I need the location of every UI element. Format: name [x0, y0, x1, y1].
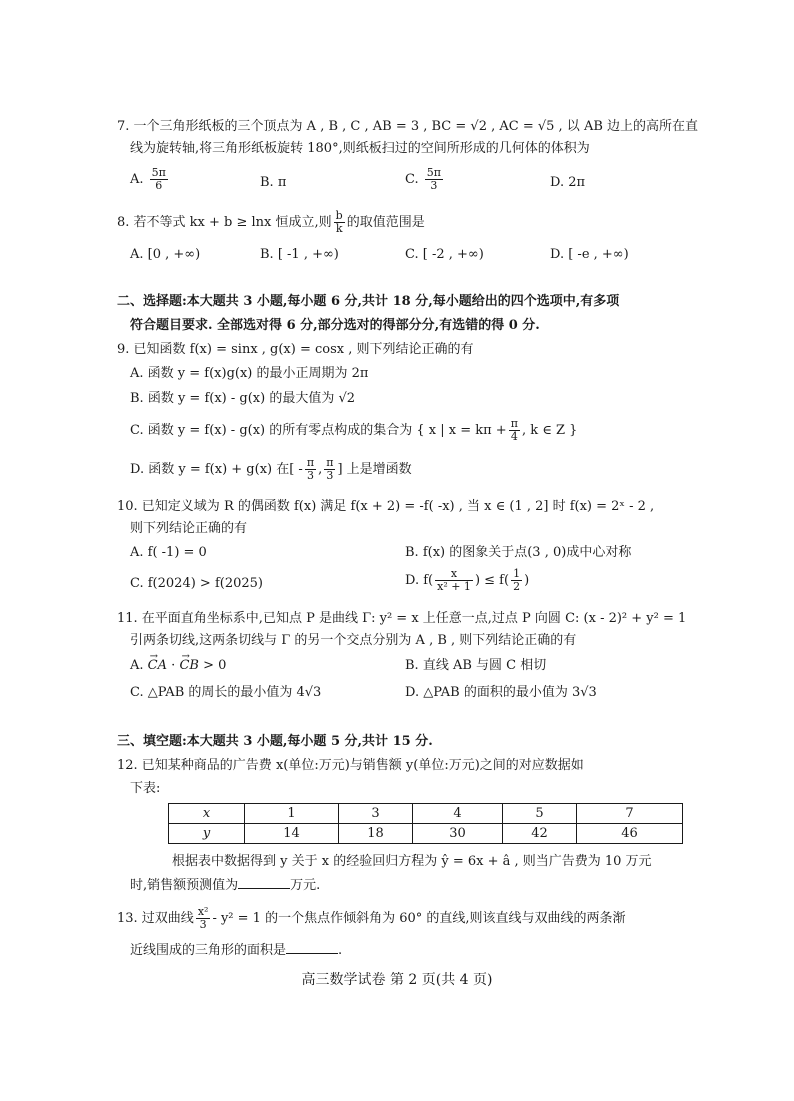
- q13-stem-post: - y² = 1 的一个焦点作倾斜角为 60° 的直线,则该直线与双曲线的两条渐: [212, 911, 626, 926]
- q13-fraction: [196, 906, 211, 931]
- q7-option-c-fraction: [425, 167, 443, 192]
- q9-option-d-num1: π: [306, 456, 315, 469]
- q9-option-d: [130, 457, 412, 482]
- q8-stem-post: 的取值范围是: [346, 215, 425, 230]
- table-cell: 14: [245, 824, 339, 844]
- q7-option-a: [130, 167, 170, 192]
- q13-stem-pre: 13. 过双曲线: [117, 911, 194, 926]
- table-row: [169, 804, 683, 824]
- table-cell: 46: [577, 824, 683, 844]
- q7-option-b: B. π: [260, 175, 287, 190]
- q8-option-b: B. [ -1 , +∞): [260, 247, 339, 262]
- q10-option-c: C. f(2024) > f(2025): [130, 576, 263, 591]
- q10-option-d-fraction1: [435, 568, 473, 593]
- q11-option-a-dot: ·: [171, 658, 176, 673]
- q9-option-d-mid: ,: [318, 462, 323, 477]
- q10-option-d: [405, 568, 529, 593]
- q9-option-d-num2: π: [326, 456, 334, 469]
- q10-option-d-mid: ) ≤ f(: [474, 573, 510, 588]
- section2-heading-line2: 符合题目要求. 全部选对得 6 分,部分选对的得部分分,有选错的得 0 分.: [130, 318, 540, 333]
- q11-option-d: D. △PAB 的面积的最小值为 3√3: [405, 685, 597, 700]
- q10-stem-line2: 则下列结论正确的有: [130, 521, 248, 536]
- q10-option-d-den2: 2: [513, 580, 521, 593]
- q8-option-c: C. [ -2 , +∞): [405, 247, 484, 262]
- q9-option-d-den1: 3: [306, 469, 314, 482]
- q11-option-a-pre: A.: [130, 658, 144, 673]
- q10-option-d-post: ): [524, 573, 530, 588]
- q8-option-a: A. [0 , +∞): [130, 247, 201, 262]
- q7-option-c: [405, 167, 445, 192]
- q9-option-c-pre: C. 函数 y = f(x) - g(x) 的所有零点构成的集合为 { x | x = kπ +: [130, 423, 507, 438]
- q12-data-table: [168, 803, 683, 844]
- q8-stem: [117, 210, 425, 235]
- q10-stem-line1: 10. 已知定义域为 R 的偶函数 f(x) 满足 f(x + 2) = -f( -x) , 当 x ∈ (1 , 2] 时 f(x) = 2ˣ - 2 ,: [117, 499, 655, 514]
- q7-stem-line2: 线为旋转轴,将三角形纸板旋转 180°,则纸板扫过的空间所形成的几何体的体积为: [130, 141, 590, 156]
- q9-option-d-den2: 3: [326, 469, 334, 482]
- q12-stem-line1: 12. 已知某种商品的广告费 x(单位:万元)与销售额 y(单位:万元)之间的对应数据如: [117, 758, 584, 773]
- q9-option-c-den: 4: [510, 430, 518, 443]
- q13-stem: [117, 906, 626, 931]
- q13-line2: [130, 941, 342, 960]
- table-cell: 4: [413, 804, 503, 824]
- q9-option-c-fraction: [509, 418, 520, 443]
- q9-option-d-post: ] 上是增函数: [337, 462, 412, 477]
- q11-option-a: [130, 657, 226, 675]
- q12-after-line1: 根据表中数据得到 y 关于 x 的经验回归方程为 ŷ = 6x + â , 则当广告费为 10 万元: [172, 854, 652, 869]
- q11-vector-cb: → CB: [179, 657, 199, 675]
- q11-vector-ca: → CA: [148, 657, 167, 675]
- q8-frac-den: k: [335, 222, 343, 235]
- q10-option-b: B. f(x) 的图象关于点(3 , 0)成中心对称: [405, 545, 632, 560]
- q9-option-c: [130, 418, 577, 443]
- q13-frac-num: x²: [197, 905, 209, 918]
- q9-option-c-post: , k ∈ Z }: [521, 423, 578, 438]
- q12-after-line2-post: 万元.: [290, 878, 321, 893]
- q10-option-d-pre: D. f(: [405, 573, 434, 588]
- q10-option-a: A. f( -1) = 0: [130, 545, 207, 560]
- table-cell: 5: [503, 804, 577, 824]
- q11-option-b: B. 直线 AB 与圆 C 相切: [405, 658, 547, 673]
- q7-option-c-den: 3: [430, 179, 438, 192]
- q7-option-a-num: 5π: [151, 166, 166, 179]
- q7-option-a-fraction: [150, 167, 168, 192]
- table-cell: 42: [503, 824, 577, 844]
- q9-option-c-num: π: [510, 417, 518, 430]
- table-cell: 7: [577, 804, 683, 824]
- table-cell: 30: [413, 824, 503, 844]
- q11-stem-line2: 引两条切线,这两条切线与 Γ 的另一个交点分别为 A , B , 则下列结论正确的有: [130, 633, 577, 648]
- q12-answer-blank[interactable]: [238, 876, 290, 889]
- q8-fraction: [334, 210, 345, 235]
- q9-option-a: A. 函数 y = f(x)g(x) 的最小正周期为 2π: [130, 366, 369, 381]
- q11-option-c: C. △PAB 的周长的最小值为 4√3: [130, 685, 322, 700]
- q10-option-d-num1: x: [435, 568, 473, 581]
- q13-frac-den: 3: [199, 918, 207, 931]
- q9-option-d-pre: D. 函数 y = f(x) + g(x) 在[ -: [130, 462, 303, 477]
- q8-option-d: D. [ -e , +∞): [550, 247, 629, 262]
- q7-option-a-label: A.: [130, 172, 144, 187]
- q13-line2-post: .: [338, 943, 343, 958]
- q7-option-d: D. 2π: [550, 175, 586, 190]
- q9-stem: 9. 已知函数 f(x) = sinx , g(x) = cosx , 则下列结论正确的有: [117, 342, 474, 357]
- q12-stem-line2: 下表:: [130, 781, 161, 796]
- q8-stem-pre: 8. 若不等式 kx + b ≥ lnx 恒成立,则: [117, 215, 332, 230]
- q12-after-line2-pre: 时,销售额预测值为: [130, 878, 239, 893]
- q13-answer-blank[interactable]: [286, 941, 338, 954]
- table-cell: 1: [245, 804, 339, 824]
- section3-heading: 三、填空题:本大题共 3 小题,每小题 5 分,共计 15 分.: [117, 734, 433, 749]
- q13-line2-pre: 近线围成的三角形的面积是: [130, 943, 287, 958]
- q7-option-c-label: C.: [405, 172, 419, 187]
- section2-heading-line1: 二、选择题:本大题共 3 小题,每小题 6 分,共计 18 分,每小题给出的四个选项中,有多项: [117, 294, 620, 309]
- table-header-x: x: [169, 804, 245, 824]
- q11-option-a-post: > 0: [203, 658, 227, 673]
- q7-option-a-den: 6: [155, 179, 163, 192]
- q10-option-d-num2: 1: [513, 567, 521, 580]
- q9-option-b: B. 函数 y = f(x) - g(x) 的最大值为 √2: [130, 391, 356, 406]
- q9-option-d-fraction2: [324, 457, 335, 482]
- q8-frac-num: b: [335, 209, 343, 222]
- q9-option-d-fraction1: [305, 457, 316, 482]
- q12-after-line2: [130, 876, 320, 895]
- q7-stem-line1: 7. 一个三角形纸板的三个顶点为 A , B , C , AB = 3 , BC = √2 , AC = √5 , 以 AB 边上的高所在直: [117, 119, 699, 134]
- table-cell: 18: [339, 824, 413, 844]
- q11-stem-line1: 11. 在平面直角坐标系中,已知点 P 是曲线 Γ: y² = x 上任意一点,过点 P 向圆 C: (x - 2)² + y² = 1: [117, 611, 687, 626]
- page-footer: 高三数学试卷 第 2 页(共 4 页): [301, 972, 493, 988]
- q10-option-d-fraction2: [511, 568, 522, 593]
- table-header-y: y: [169, 824, 245, 844]
- table-cell: 3: [339, 804, 413, 824]
- q7-option-c-num: 5π: [426, 166, 441, 179]
- q10-option-d-den1: x² + 1: [437, 580, 471, 593]
- table-row: [169, 824, 683, 844]
